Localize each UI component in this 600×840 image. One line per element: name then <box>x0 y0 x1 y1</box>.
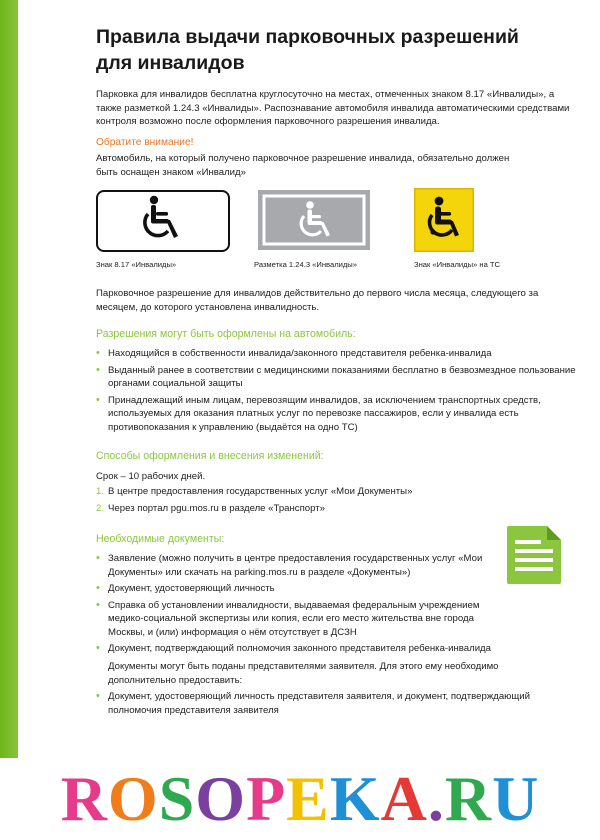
list-item: • Заявление (можно получить в центре предоставления государственных услуг «Мои Документы» или скачать на parking.mos.ru в разделе «Документы») <box>96 552 496 579</box>
marking-1-24-3 <box>258 190 370 255</box>
document-icon <box>505 524 565 586</box>
list-item: • Документ, удостоверяющий личность представителя заявителя, и документ, подтверждающий полномочия представителя заявителя <box>96 690 536 717</box>
left-green-bar <box>0 0 18 758</box>
watermark-letter: P <box>246 763 287 834</box>
list-item: • Справка об установлении инвалидности, выдаваемая федеральным учреждением медико-социальной экспертизы или копия, если его место жительства вне города Москвы, и (или) информация о нём отсутствует в ДСЗН <box>96 599 496 640</box>
validity-paragraph: Парковочное разрешение для инвалидов действительно до первого числа месяца, следующего за месяцем, до которого установлена инвалидность. <box>96 288 539 313</box>
attention-text: Автомобиль, на который получено парковочное разрешение инвалида, обязательно должен быть оснащен знаком «Инвалид» <box>96 153 510 178</box>
watermark-letter: K <box>329 763 381 834</box>
sign-8-17 <box>96 190 230 257</box>
intro-paragraph: Парковка для инвалидов бесплатна круглосуточно на местах, отмеченных знаком 8.17 «Инвалиды», а также разметкой 1.24.3 «Инвалиды». Распознавание автомобиля инвалида автоматическими средствами контроля возможно после оформления парковочного разрешения инвалида. <box>96 89 570 127</box>
representatives-list <box>96 690 536 720</box>
documents-list <box>96 552 496 659</box>
documents-heading: Необходимые документы: <box>96 533 225 545</box>
methods-term: Срок – 10 рабочих дней. <box>96 471 206 482</box>
page-title: Правила выдачи парковочных разрешений для инвалидов <box>96 26 519 74</box>
list-item: • Документ, подтверждающий полномочия законного представителя ребенка-инвалида <box>96 642 496 656</box>
permits-list <box>96 347 576 437</box>
list-item: • Находящийся в собственности инвалида/законного представителя ребенка-инвалида <box>96 347 576 361</box>
permits-heading: Разрешения могут быть оформлены на автомобиль: <box>96 328 356 340</box>
watermark-letter: R <box>444 763 493 834</box>
sign-caption-1: Знак 8.17 «Инвалиды» <box>96 260 177 269</box>
methods-heading: Способы оформления и внесения изменений: <box>96 450 324 462</box>
watermark-letter: O <box>195 763 247 834</box>
methods-list <box>96 485 576 518</box>
signs-row <box>96 190 576 270</box>
watermark <box>0 758 600 840</box>
watermark-letter: A <box>380 763 428 834</box>
list-item: 1. В центре предоставления государственных услуг «Мои Документы» <box>96 486 413 497</box>
wheelchair-icon <box>96 190 230 252</box>
list-item: • Принадлежащий иным лицам, перевозящим инвалидов, за исключением транспортных средств, используемых для оказания платных услуг по перевозке пассажиров, если у инвалида есть противопоказания к управлению (выдаётся на одно ТС) <box>96 394 576 435</box>
watermark-letter: R <box>60 763 108 834</box>
watermark-letter: U <box>492 763 540 834</box>
list-item: 2. Через портал pgu.mos.ru в разделе «Транспорт» <box>96 502 325 514</box>
sign-caption-2: Разметка 1.24.3 «Инвалиды» <box>254 260 357 269</box>
wheelchair-icon <box>258 190 370 250</box>
watermark-letter: . <box>427 763 445 834</box>
wheelchair-icon <box>414 188 474 252</box>
watermark-letter: S <box>158 763 196 834</box>
list-item: • Выданный ранее в соответствии с медицинскими показаниями бесплатно в безвозмездное пользование органами социальной защиты <box>96 364 576 391</box>
representatives-text: Документы могут быть поданы представителями заявителя. Для этого ему необходимо дополнительно предоставить: <box>108 661 499 686</box>
list-item: • Документ, удостоверяющий личность <box>96 582 496 596</box>
watermark-letter: O <box>107 763 159 834</box>
sign-caption-3: Знак «Инвалиды» на ТС <box>414 260 501 269</box>
attention-heading: Обратите внимание! <box>96 137 194 148</box>
watermark-letter: E <box>286 763 330 834</box>
vehicle-sign <box>414 188 474 257</box>
